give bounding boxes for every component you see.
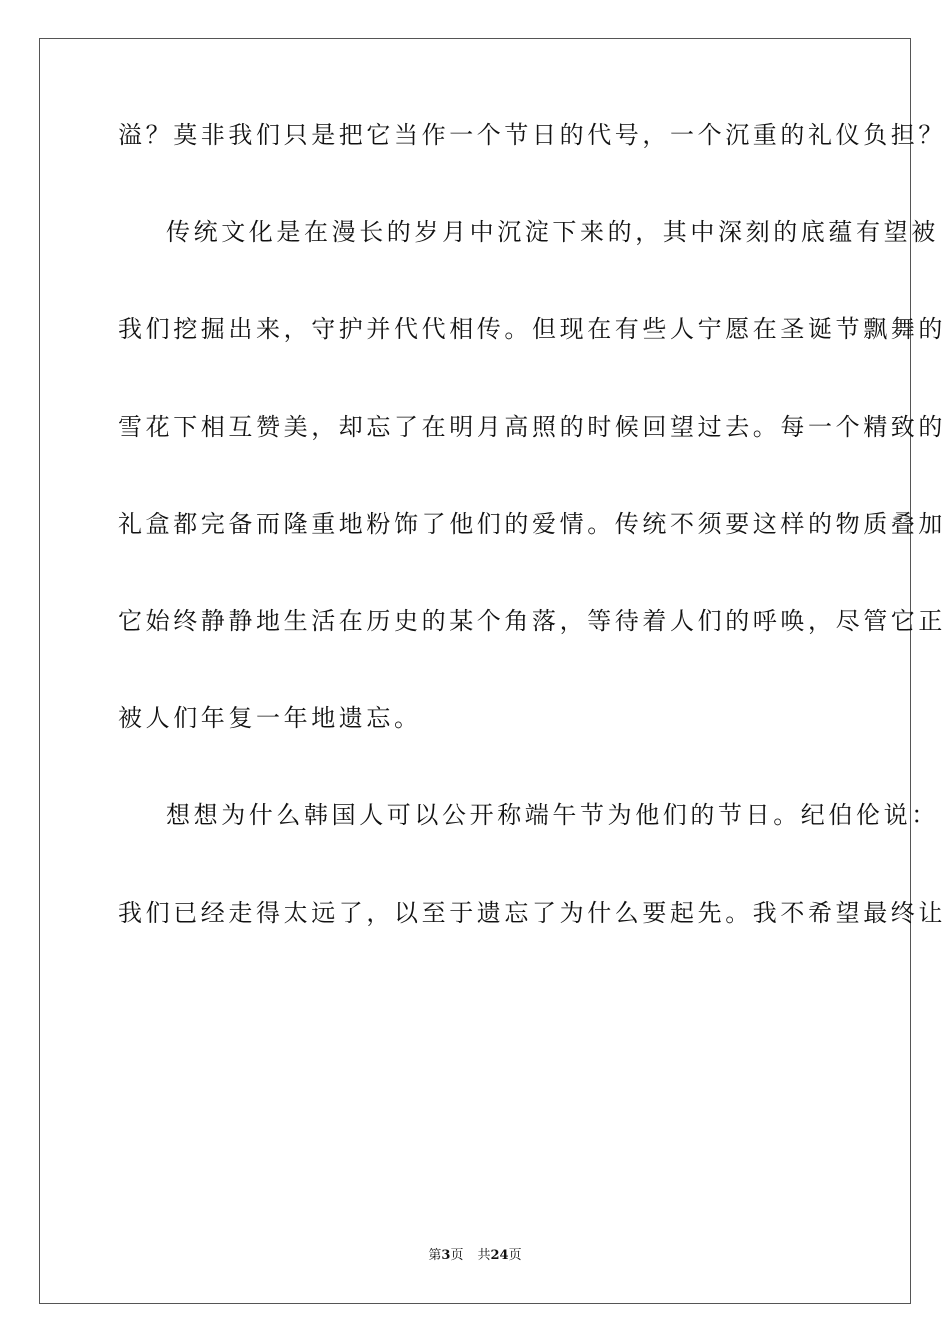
text-line-8: 想想为什么韩国人可以公开称端午节为他们的节日。纪伯伦说： xyxy=(166,801,939,830)
text-line-2: 传统文化是在漫长的岁月中沉淀下来的，其中深刻的底蕴有望被 xyxy=(166,218,939,247)
text-line-3: 我们挖掘出来，守护并代代相传。但现在有些人宁愿在圣诞节飘舞的 xyxy=(118,315,946,344)
text-line-4: 雪花下相互赞美，却忘了在明月高照的时候回望过去。每一个精致的 xyxy=(118,412,946,441)
text-line-9: 我们已经走得太远了，以至于遗忘了为什么要起先。我不希望最终让 xyxy=(118,898,946,927)
page-prefix: 第 xyxy=(428,1248,442,1263)
text-line-7: 被人们年复一年地遗忘。 xyxy=(118,704,422,733)
page-suffix: 页 xyxy=(450,1248,464,1263)
total-pages: 24 xyxy=(490,1248,509,1263)
page-number: 3 xyxy=(441,1248,451,1263)
total-suffix: 页 xyxy=(508,1248,522,1263)
text-line-1: 溢？莫非我们只是把它当作一个节日的代号，一个沉重的礼仪负担？ xyxy=(118,121,946,149)
text-line-5: 礼盒都完备而隆重地粉饰了他们的爱情。传统不须要这样的物质叠加 xyxy=(118,509,946,538)
page-footer xyxy=(0,1247,950,1265)
document-body xyxy=(118,118,946,993)
text-line-6: 它始终静静地生活在历史的某个角落，等待着人们的呼唤，尽管它正 xyxy=(118,606,946,635)
total-prefix: 共 xyxy=(477,1248,491,1263)
